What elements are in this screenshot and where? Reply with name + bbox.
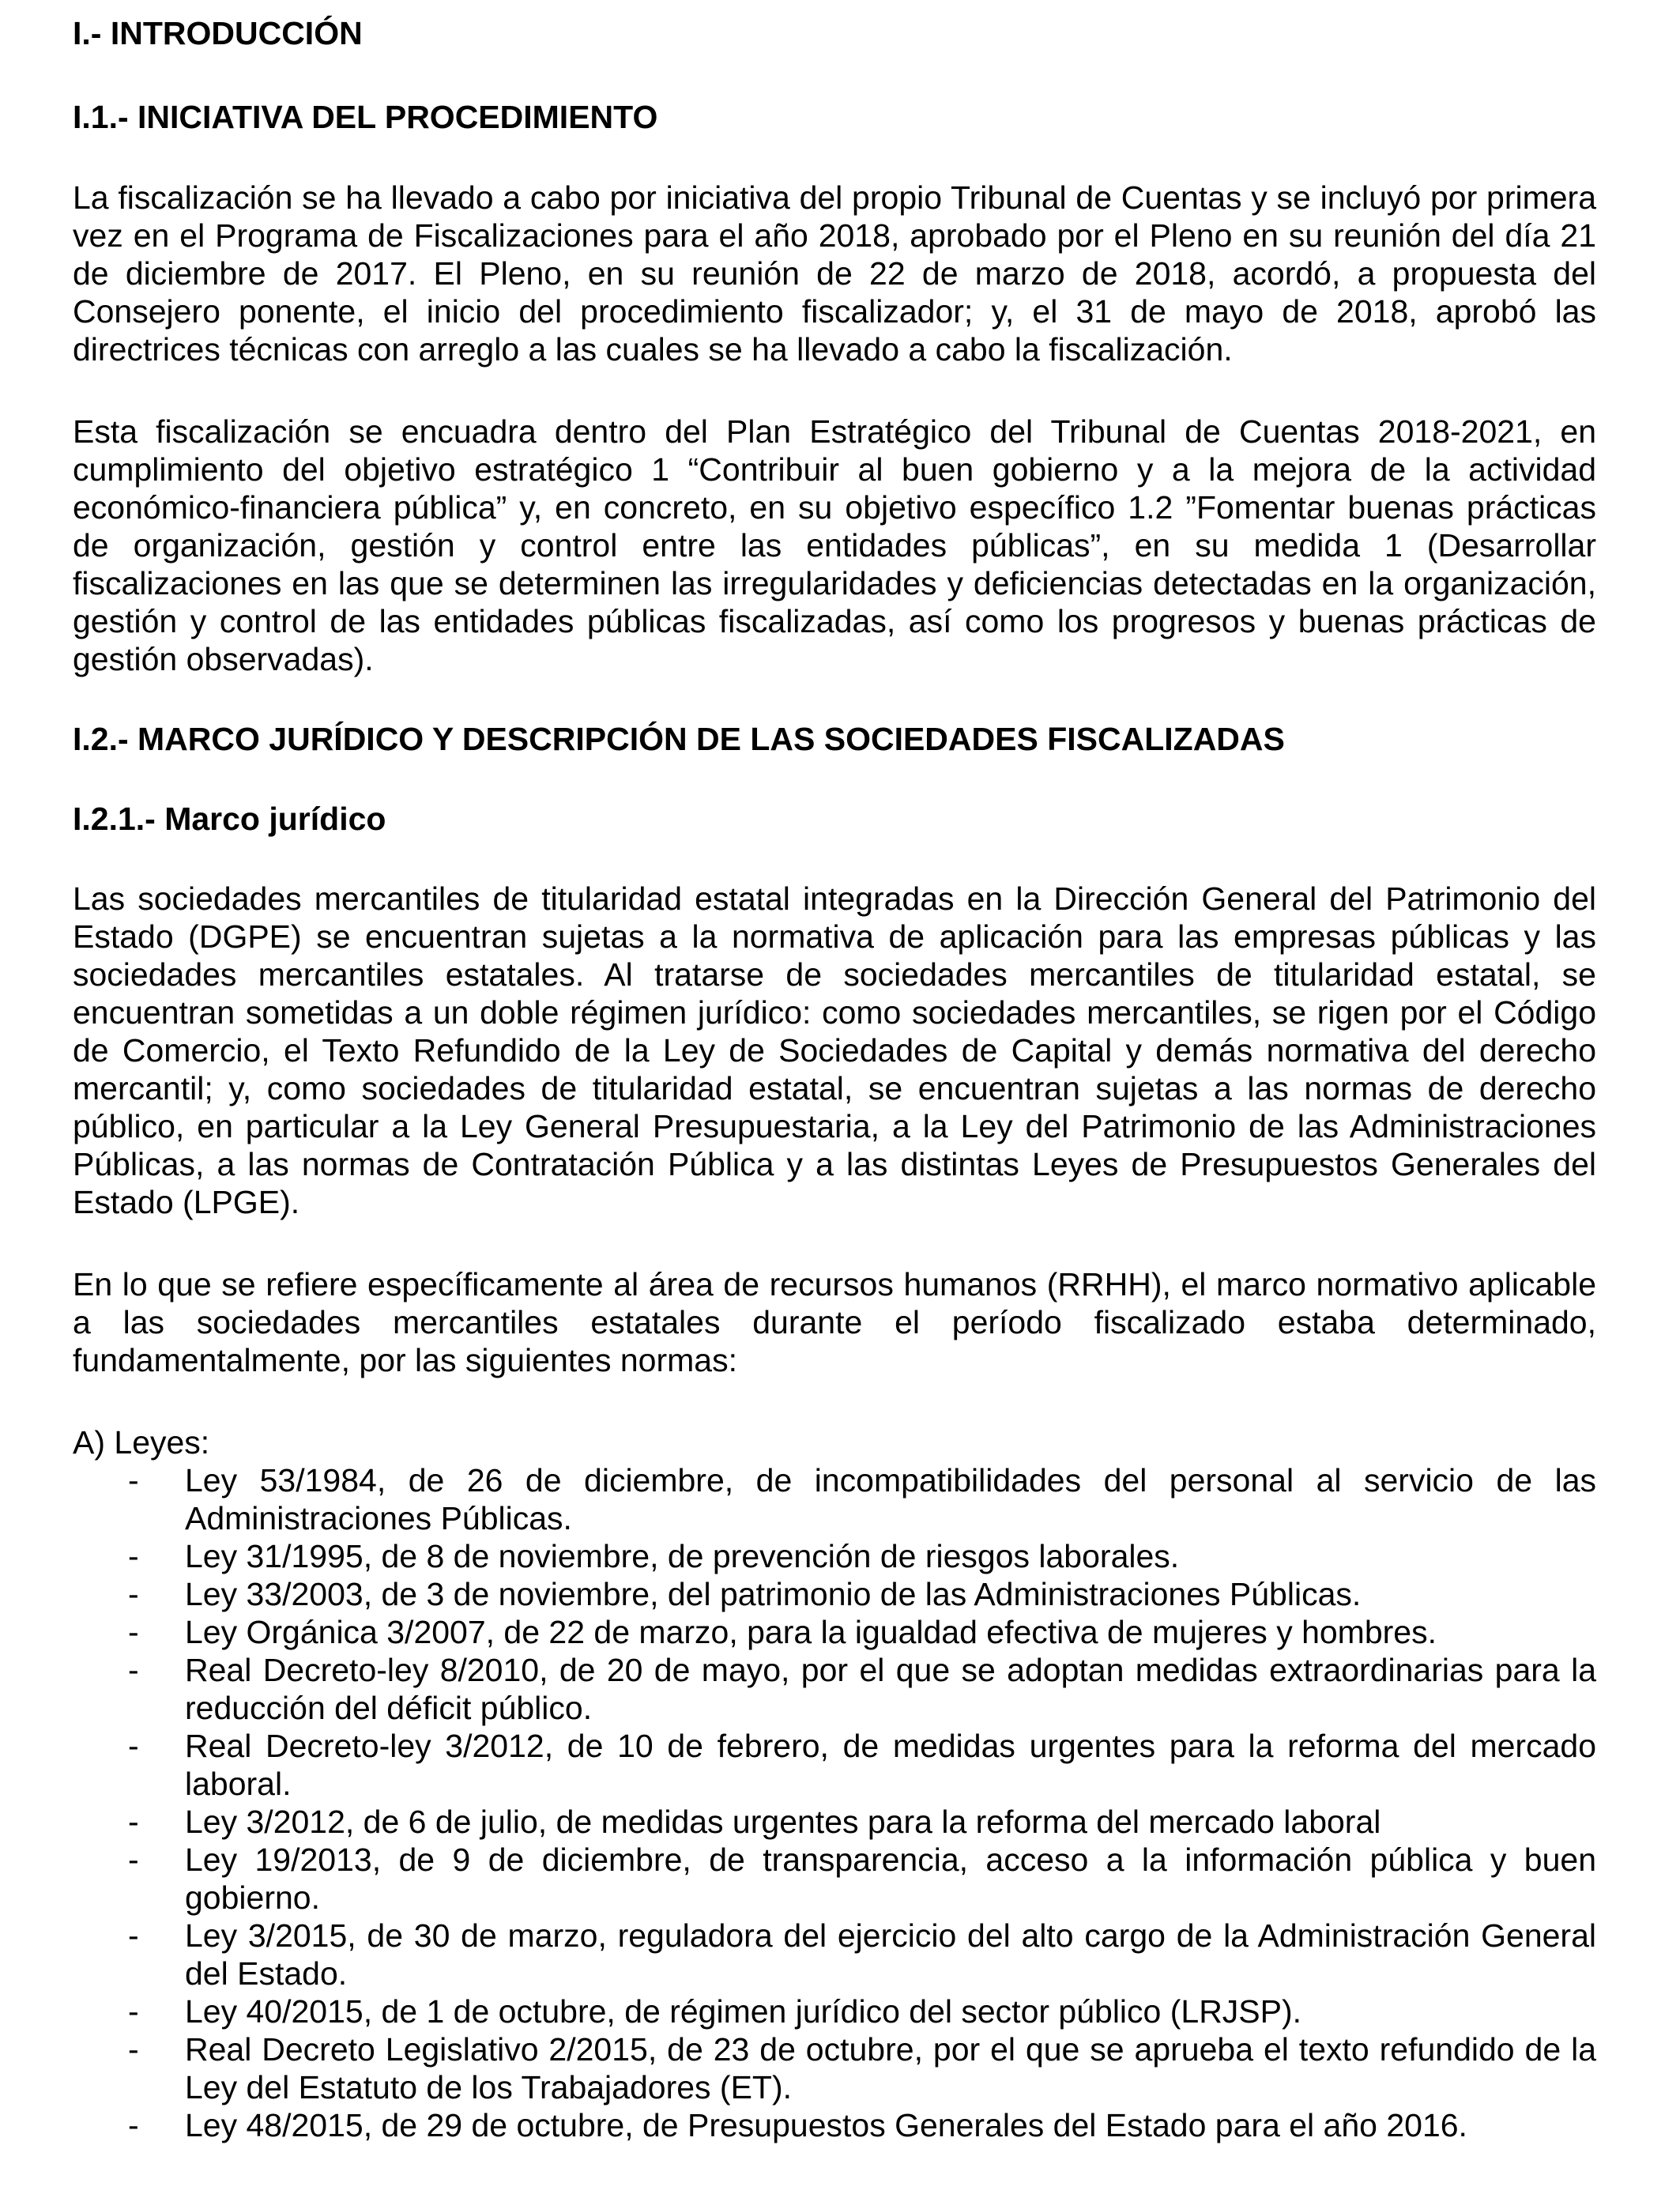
law-list-item [73,1727,1596,1803]
list-bullet: - [128,1993,139,2030]
law-text: Ley 48/2015, de 29 de octubre, de Presupuestos Generales del Estado para el año 2016. [185,2107,1467,2143]
section-heading-introduccion: I.- INTRODUCCIÓN [73,15,363,51]
law-list-item [73,1651,1596,1727]
paragraph-sociedades-mercantiles: Las sociedades mercantiles de titularidad estatal integradas en la Dirección General del Patrimonio del Estado (DGPE) se encuentran sujetas a la normativa de aplicación para las empresas públicas y las sociedades mercantiles estatales. Al tratarse de sociedades mercantiles de titularidad estatal, se encuentran sometidas a un doble régimen jurídico: como sociedades mercantiles, se rigen por el Código de Comercio, el Texto Refundido de la Ley de Sociedades de Capital y demás normativa del derecho mercantil; y, como sociedades de titularidad estatal, se encuentran sujetas a las normas de derecho público, en particular a la Ley General Presupuestaria, a la Ley del Patrimonio de las Administraciones Públicas, a las normas de Contratación Pública y a las distintas Leyes de Presupuestos Generales del Estado (LPGE). [73,880,1596,1220]
law-list-item [73,2030,1596,2106]
paragraph-plan-estrategico: Esta fiscalización se encuadra dentro del Plan Estratégico del Tribunal de Cuentas 2018-2021, en cumplimiento del objetivo estratégico 1 “Contribuir al buen gobierno y a la mejora de la actividad económico-financiera pública” y, en concreto, en su objetivo específico 1.2 ”Fomentar buenas prácticas de organización, gestión y control entre las entidades públicas”, en su medida 1 (Desarrollar fiscalizaciones en las que se determinen las irregularidades y deficiencias detectadas en la organización, gestión y control de las entidades públicas fiscalizadas, así como los progresos y buenas prácticas de gestión observadas). [73,413,1596,677]
law-list-item [73,2106,1596,2144]
list-bullet: - [128,1804,139,1840]
law-list-item [73,1537,1596,1575]
law-list-item [73,1575,1596,1613]
laws-list [73,1461,1596,2144]
law-text: Real Decreto Legislativo 2/2015, de 23 de octubre, por el que se aprueba el texto refundido de la Ley del Estatuto de los Trabajadores (ET). [185,2031,1596,2105]
law-text: Ley 31/1995, de 8 de noviembre, de prevención de riesgos laborales. [185,1538,1180,1574]
list-bullet: - [128,1652,139,1688]
law-text: Ley 3/2015, de 30 de marzo, reguladora del ejercicio del alto cargo de la Administración General del Estado. [185,1917,1596,1992]
law-text: Ley 33/2003, de 3 de noviembre, del patrimonio de las Administraciones Públicas. [185,1576,1362,1612]
list-bullet: - [128,1614,139,1650]
law-text: Ley 19/2013, de 9 de diciembre, de transparencia, acceso a la información pública y buen gobierno. [185,1842,1596,1916]
list-bullet: - [128,1462,139,1498]
paragraph-iniciativa: La fiscalización se ha llevado a cabo por iniciativa del propio Tribunal de Cuentas y se incluyó por primera vez en el Programa de Fiscalizaciones para el año 2018, aprobado por el Pleno en su reunión del día 21 de diciembre de 2017. El Pleno, en su reunión de 22 de marzo de 2018, acordó, a propuesta del Consejero ponente, el inicio del procedimiento fiscalizador; y, el 31 de mayo de 2018, aprobó las directrices técnicas con arreglo a las cuales se ha llevado a cabo la fiscalización. [73,179,1596,368]
law-text: Ley 3/2012, de 6 de julio, de medidas urgentes para la reforma del mercado laboral [185,1804,1381,1840]
document-page [73,14,1596,2144]
law-list-item [73,1841,1596,1917]
law-text: Real Decreto-ley 8/2010, de 20 de mayo, por el que se adoptan medidas extraordinarias para la reducción del déficit público. [185,1652,1596,1726]
list-bullet: - [128,1917,139,1954]
law-list-item [73,1613,1596,1651]
law-text: Ley 53/1984, de 26 de diciembre, de incompatibilidades del personal al servicio de las Administraciones Públicas. [185,1462,1596,1536]
law-list-item [73,1461,1596,1537]
subsection-heading-marco-juridico: I.2.1.- Marco jurídico [73,801,386,837]
law-list-item [73,1803,1596,1841]
list-bullet: - [128,1842,139,1878]
list-bullet: - [128,2107,139,2143]
law-text: Real Decreto-ley 3/2012, de 10 de febrero, de medidas urgentes para la reforma del mercado laboral. [185,1728,1596,1802]
laws-list-label: A) Leyes: [73,1424,210,1461]
section-heading-marco: I.2.- MARCO JURÍDICO Y DESCRIPCIÓN DE LAS SOCIEDADES FISCALIZADAS [73,721,1285,757]
list-bullet: - [128,1576,139,1612]
paragraph-recursos-humanos: En lo que se refiere específicamente al área de recursos humanos (RRHH), el marco normativo aplicable a las sociedades mercantiles estatales durante el período fiscalizado estaba determinado, fundamentalmente, por las siguientes normas: [73,1266,1596,1378]
list-bullet: - [128,2031,139,2068]
law-list-item [73,1992,1596,2030]
list-bullet: - [128,1728,139,1764]
list-bullet: - [128,1538,139,1574]
law-text: Ley Orgánica 3/2007, de 22 de marzo, para la igualdad efectiva de mujeres y hombres. [185,1614,1437,1650]
law-text: Ley 40/2015, de 1 de octubre, de régimen jurídico del sector público (LRJSP). [185,1993,1302,2030]
law-list-item [73,1917,1596,1992]
section-heading-iniciativa: I.1.- INICIATIVA DEL PROCEDIMIENTO [73,99,658,135]
